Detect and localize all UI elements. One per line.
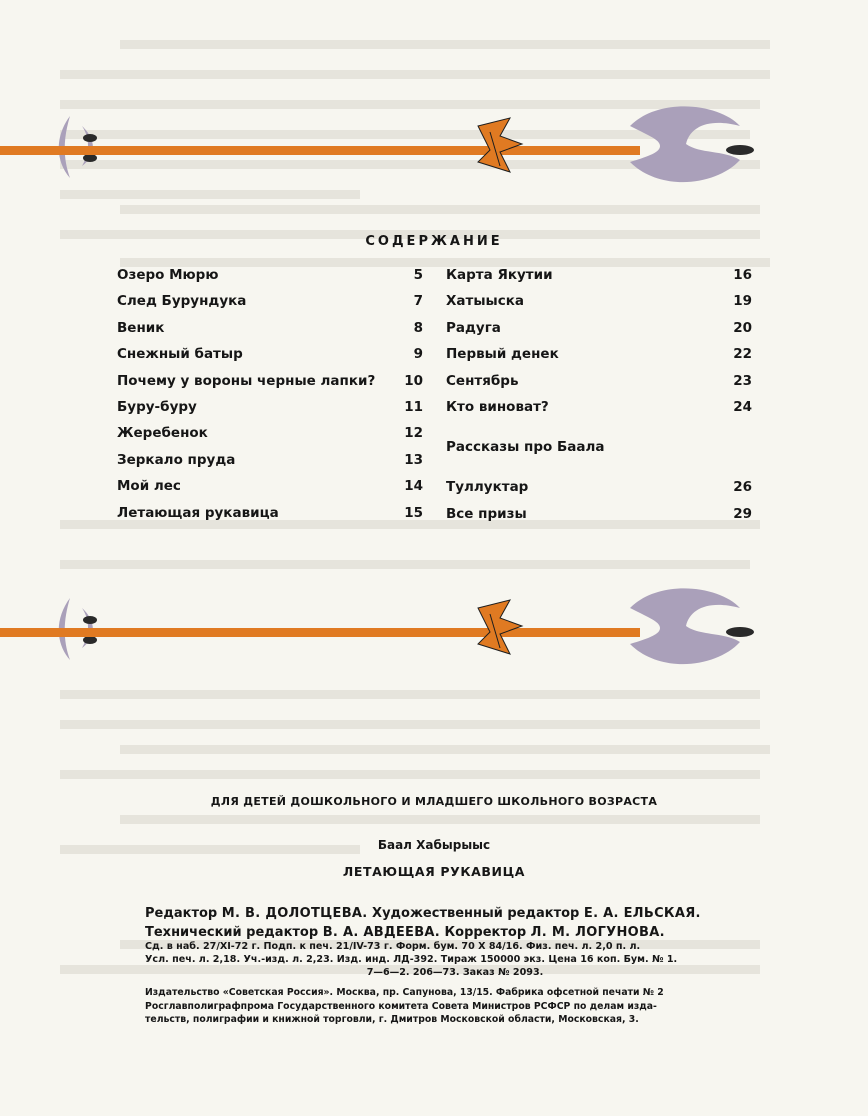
spear-shaft (0, 146, 640, 155)
spear-binding (478, 118, 522, 172)
toc-entry[interactable] (117, 368, 423, 394)
toc-entry[interactable] (117, 262, 423, 288)
toc-section-heading: Рассказы про Баала (446, 439, 605, 456)
toc-entry-title: Снежный батыр (117, 346, 243, 363)
toc-entry-title: Радуга (446, 319, 501, 336)
toc-right-column (446, 262, 752, 527)
editorial-credits (145, 904, 765, 942)
publisher-line: тельств, полиграфии и книжной торговли, г. Дмитров Московской области, Московская, 3. (145, 1014, 639, 1025)
decorative-spear-middle (0, 578, 868, 688)
toc-entry-title: Хатыыска (446, 293, 525, 310)
credit-text: Корректор (440, 925, 531, 940)
toc-entry-page: 5 (413, 267, 423, 283)
toc-entry-title: Карта Якутии (446, 267, 553, 283)
toc-entry-title: Туллуктар (446, 479, 529, 496)
toc-entry[interactable] (117, 447, 423, 473)
toc-entry-title: Веник (117, 319, 165, 336)
spear-head-right (630, 588, 754, 664)
book-title: ЛЕТАЮЩАЯ РУКАВИЦА (342, 864, 526, 879)
toc-entry[interactable] (117, 288, 423, 314)
author-name: Баал Хабырыыс (377, 838, 491, 852)
credit-name: В. А. АВДЕЕВА. (322, 925, 441, 940)
toc-entry-title: Первый денек (446, 346, 559, 363)
toc-entry-page: 14 (404, 478, 423, 495)
toc-entry-title: Озеро Мюрю (117, 267, 219, 283)
toc-entry-page: 7 (413, 293, 423, 310)
spear-shaft (0, 628, 640, 637)
toc-entry-page: 23 (733, 372, 752, 389)
print-line: Сд. в наб. 27/XI-72 г. Подп. к печ. 21/IV-73 г. Форм. бум. 70 X 84/16. Физ. печ. л. 2,0 п. л. (145, 941, 641, 952)
toc-entry-page: 11 (404, 398, 423, 415)
toc-entry[interactable] (446, 288, 752, 314)
toc-entry-page: 22 (733, 346, 752, 363)
toc-entry-title: Жеребенок (117, 425, 208, 442)
toc-entry-title: Сентябрь (446, 372, 519, 389)
toc-entry-title: Почему у вороны черные лапки? (117, 372, 376, 389)
toc-entry[interactable] (446, 394, 752, 420)
publisher-details (145, 986, 765, 1027)
print-line: 7—6—2. 206—73. Заказ № 2093. (366, 967, 544, 979)
toc-entry-page: 20 (733, 319, 752, 336)
toc-entry[interactable] (117, 394, 423, 420)
printing-details (145, 940, 765, 980)
toc-entry[interactable] (446, 315, 752, 341)
toc-entry-page: 15 (404, 504, 423, 521)
toc-entry-title: Зеркало пруда (117, 451, 236, 468)
toc-entry-page: 10 (404, 372, 423, 389)
credit-text: Редактор (145, 906, 222, 921)
toc-entry-page: 13 (404, 451, 423, 468)
toc-entry-page: 8 (413, 319, 423, 336)
toc-heading: СОДЕРЖАНИЕ (365, 234, 503, 249)
toc-entry-title: След Бурундука (117, 293, 247, 310)
spear-head-right (630, 106, 754, 182)
toc-entry[interactable] (446, 501, 752, 527)
decorative-spear-top (0, 96, 868, 206)
publisher-line: Издательство «Советская Россия». Москва, пр. Сапунова, 13/15. Фабрика офсетной печати № 2 (145, 987, 664, 998)
toc-entry-title: Мой лес (117, 478, 181, 495)
toc-entry[interactable] (117, 420, 423, 446)
spear-binding (478, 600, 522, 654)
toc-entry[interactable] (117, 473, 423, 499)
toc-entry-page: 12 (404, 425, 423, 442)
toc-entry-page: 26 (733, 479, 752, 496)
toc-entry[interactable] (117, 500, 423, 526)
toc-entry-page: 19 (733, 293, 752, 310)
publisher-line: Росглавполиграфпрома Государственного комитета Совета Министров РСФСР по делам изда- (145, 1000, 657, 1012)
toc-entry-page: 9 (413, 346, 423, 363)
toc-entry-title: Летающая рукавица (117, 504, 279, 521)
print-line: Усл. печ. л. 2,18. Уч.-изд. л. 2,23. Изд. инд. ЛД-392. Тираж 150000 экз. Цена 16 коп. Бум. № 1. (145, 954, 678, 966)
toc-entry-page: 29 (733, 505, 752, 522)
toc-entry-title: Буру-буру (117, 398, 197, 415)
audience-note: ДЛЯ ДЕТЕЙ ДОШКОЛЬНОГО И МЛАДШЕГО ШКОЛЬНОГО ВОЗРАСТА (210, 795, 658, 808)
toc-entry-title: Кто виноват? (446, 398, 549, 415)
credit-text: Технический редактор (145, 925, 323, 940)
toc-entry[interactable] (117, 315, 423, 341)
toc-entry[interactable] (446, 368, 752, 394)
toc-entry-page: 24 (733, 398, 752, 415)
toc-entry[interactable] (446, 474, 752, 500)
credit-name: М. В. ДОЛОТЦЕВА. (221, 906, 368, 921)
toc-entry[interactable] (446, 262, 752, 288)
credit-name: Л. М. ЛОГУНОВА. (530, 925, 665, 940)
credit-name: Е. А. ЕЛЬСКАЯ. (583, 906, 701, 921)
toc-entry[interactable] (117, 341, 423, 367)
toc-entry-title: Все призы (446, 505, 527, 522)
toc-entry-page: 16 (733, 267, 752, 283)
credit-text: Художественный редактор (367, 906, 584, 921)
toc-entry[interactable] (446, 341, 752, 367)
toc-left-column (117, 262, 423, 526)
